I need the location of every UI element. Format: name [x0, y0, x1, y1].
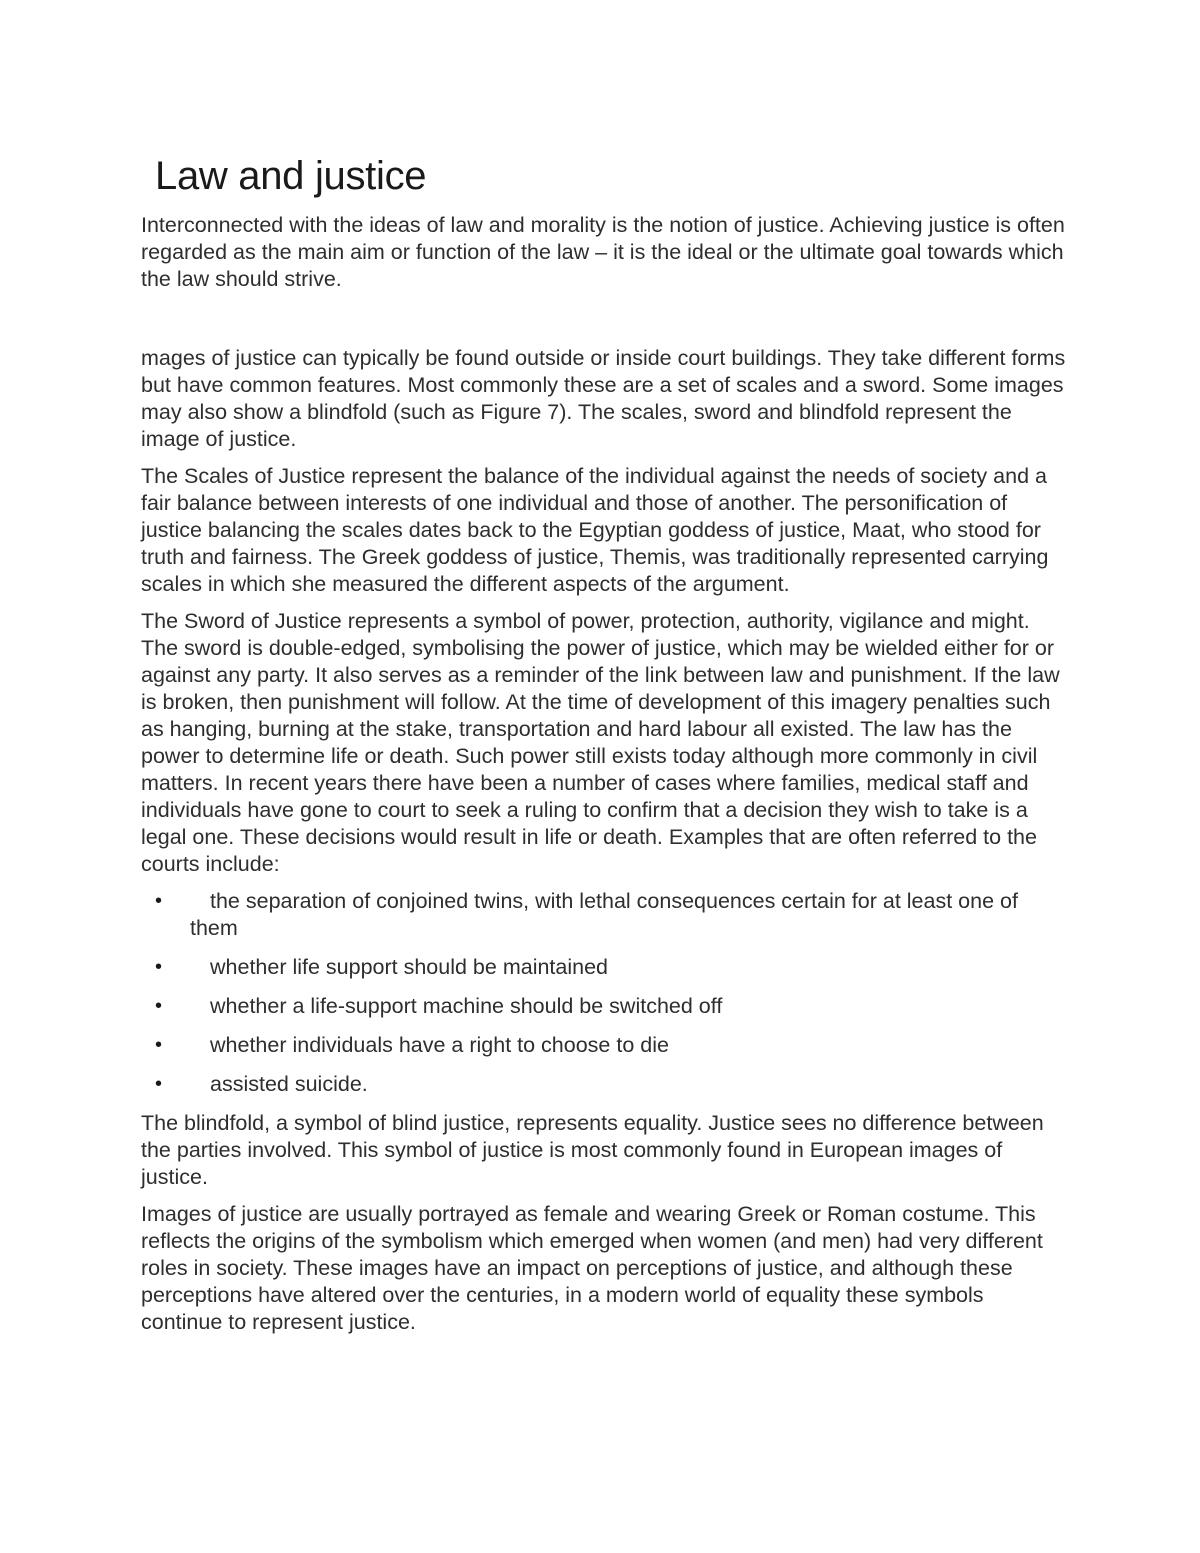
list-item — [141, 1032, 1066, 1059]
intro-paragraph: Interconnected with the ideas of law and morality is the notion of justice. Achieving justice is often regarded as the main aim or function of the law – it is the ideal or the ultimate goal towards which the law should strive. — [141, 213, 1065, 291]
images-of-justice-paragraph: mages of justice can typically be found outside or inside court buildings. They take different forms but have common features. Most commonly these are a set of scales and a sword. Some images may also show a blindfold (such as Figure 7). The scales, sword and blindfold represent the image of justice. — [141, 346, 1066, 451]
bullet-icon: • — [155, 890, 163, 912]
sword-of-justice-paragraph: The Sword of Justice represents a symbol of power, protection, authority, vigilance and might. The sword is double-edged, symbolising the power of justice, which may be wielded either for or against any party. It also serves as a reminder of the link between law and punishment. If the law is broken, then punishment will follow. At the time of development of this imagery penalties such as hanging, burning at the stake, transportation and hard labour all existed. The law has the power to determine life or death. Such power still exists today although more commonly in civil matters. In recent years there have been a number of cases where families, medical staff and individuals have gone to court to seek a ruling to confirm that a decision they wish to take is a legal one. These decisions would result in life or death. Examples that are often referred to the courts include: — [141, 609, 1060, 876]
document-body — [141, 150, 1066, 1346]
scales-of-justice-paragraph: The Scales of Justice represent the balance of the individual against the needs of society and a fair balance between interests of one individual and those of another. The personification of justice balancing the scales dates back to the Egyptian goddess of justice, Maat, who stood for truth and fairness. The Greek goddess of justice, Themis, was traditionally represented carrying scales in which she measured the different aspects of the argument. — [141, 464, 1049, 596]
document-title: Law and justice — [155, 154, 427, 198]
list-item-text: whether a life-support machine should be switched off — [210, 994, 723, 1018]
list-item-text: assisted suicide. — [210, 1072, 368, 1096]
bullet-icon: • — [155, 956, 163, 978]
list-item-text: the separation of conjoined twins, with lethal consequences certain for at least one of them — [190, 889, 1018, 940]
bullet-icon: • — [155, 995, 163, 1017]
list-item — [141, 993, 1066, 1020]
list-item — [141, 1071, 1066, 1098]
list-item-text: whether individuals have a right to choose to die — [210, 1033, 669, 1057]
examples-list — [141, 888, 1066, 1098]
list-item-text: whether life support should be maintained — [210, 955, 609, 979]
female-imagery-paragraph: Images of justice are usually portrayed as female and wearing Greek or Roman costume. This reflects the origins of the symbolism which emerged when women (and men) had very different roles in society. These images have an impact on perceptions of justice, and although these perceptions have altered over the centuries, in a modern world of equality these symbols continue to represent justice. — [141, 1202, 1043, 1334]
bullet-icon: • — [155, 1034, 163, 1056]
list-item — [141, 954, 1066, 981]
blindfold-paragraph: The blindfold, a symbol of blind justice, represents equality. Justice sees no difference between the parties involved. This symbol of justice is most commonly found in European images of justice. — [141, 1111, 1044, 1189]
list-item — [141, 888, 1066, 942]
bullet-icon: • — [155, 1073, 163, 1095]
